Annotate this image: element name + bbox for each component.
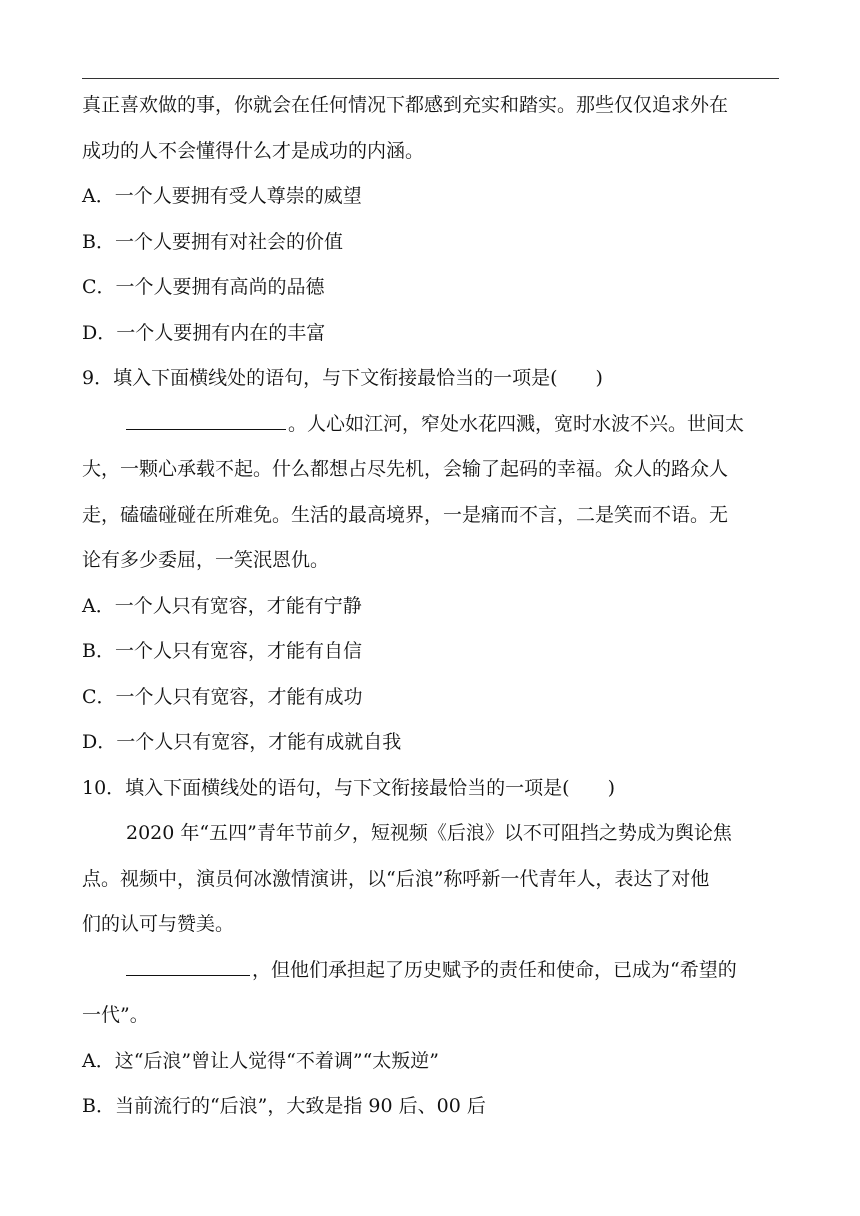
q10-passage-line: 一代”。 bbox=[82, 1004, 149, 1026]
q10-option-a: A．这“后浪”曾让人觉得“不着调”“太叛逆” bbox=[82, 1049, 440, 1072]
q9-passage-line: 大，一颗心承载不起。什么都想占尽先机，会输了起码的幸福。众人的路众人 bbox=[82, 458, 729, 480]
header-rule bbox=[82, 78, 779, 79]
passage-line: 真正喜欢做的事，你就会在任何情况下都感到充实和踏实。那些仅仅追求外在 bbox=[82, 94, 729, 116]
q9-answer-blank bbox=[126, 409, 286, 430]
q10-passage-line: 点。视频中，演员何冰激情演讲，以“后浪”称呼新一代青年人，表达了对他 bbox=[82, 867, 710, 890]
q9-passage-text: 。人心如江河，窄处水花四溅，宽时水波不兴。世间太 bbox=[288, 412, 745, 435]
q9-passage-line bbox=[82, 402, 779, 448]
q8-option-d: D．一个人要拥有内在的丰富 bbox=[82, 321, 326, 344]
q10-passage-line bbox=[82, 948, 779, 994]
q10-passage-line: 们的认可与赞美。 bbox=[82, 913, 235, 935]
q8-option-c: C．一个人要拥有高尚的品德 bbox=[82, 276, 325, 298]
q9-option-b: B．一个人只有宽容，才能有自信 bbox=[82, 640, 362, 662]
q10-answer-blank bbox=[126, 955, 250, 976]
passage-line: 成功的人不会懂得什么才是成功的内涵。 bbox=[82, 139, 425, 162]
q9-option-c: C．一个人只有宽容，才能有成功 bbox=[82, 685, 363, 708]
q10-stem: 10．填入下面横线处的语句，与下文衔接最恰当的一项是( ) bbox=[82, 776, 616, 799]
q8-option-a: A．一个人要拥有受人尊崇的威望 bbox=[82, 185, 362, 207]
q10-option-b: B．当前流行的“后浪”，大致是指 90 后、00 后 bbox=[82, 1095, 486, 1117]
q9-passage-line: 论有多少委屈，一笑泯恩仇。 bbox=[82, 549, 330, 571]
q9-option-d: D．一个人只有宽容，才能有成就自我 bbox=[82, 731, 402, 753]
document-content bbox=[82, 83, 779, 1130]
q8-option-b: B．一个人要拥有对社会的价值 bbox=[82, 230, 343, 253]
q9-stem: 9．填入下面横线处的语句，与下文衔接最恰当的一项是( ) bbox=[82, 367, 603, 389]
q9-passage-line: 走，磕磕碰碰在所难免。生活的最高境界，一是痛而不言，二是笑而不语。无 bbox=[82, 503, 729, 526]
q9-option-a: A．一个人只有宽容，才能有宁静 bbox=[82, 594, 362, 617]
q10-passage-text: ，但他们承担起了历史赋予的责任和使命，已成为“希望的 bbox=[252, 958, 737, 981]
q10-passage-line: 2020 年“五四”青年节前夕，短视频《后浪》以不可阻挡之势成为舆论焦 bbox=[126, 822, 732, 844]
